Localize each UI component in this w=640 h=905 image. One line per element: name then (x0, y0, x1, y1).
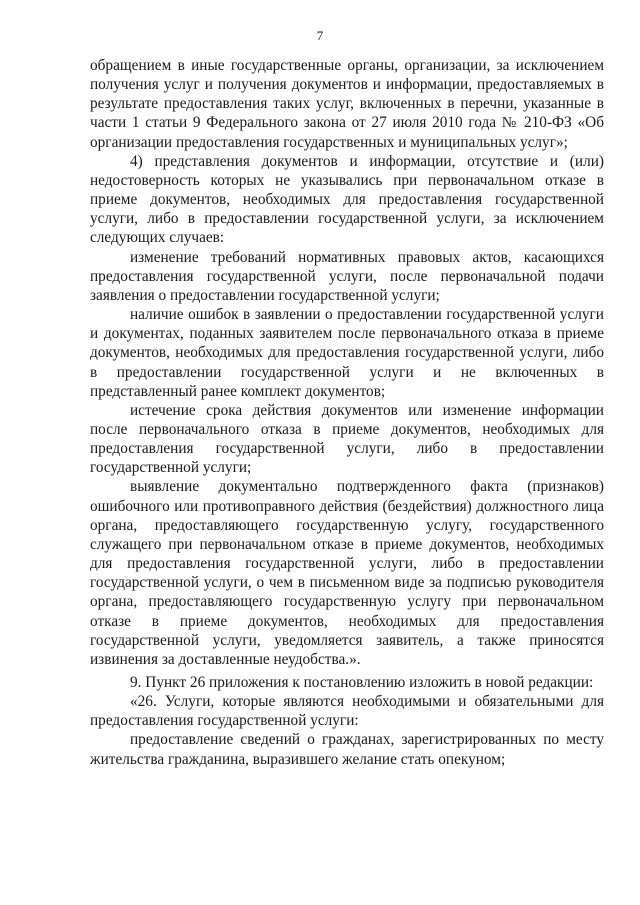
paragraph-1: обращением в иные государственные органы, организации, за исключением получения услуг и получения документов и информации, предоставляемых в результате предоставления таких услуг, включенных в перечни, указанные в части 1 статьи 9 Федерального закона от 27 июля 2010 года № 210-ФЗ «Об организации предоставления государственных и муниципальных услуг»; (90, 57, 604, 151)
paragraph-2: 4) представления документов и информации, отсутствие и (или) недостоверность которых не указывались при первоначальном отказе в приеме документов, необходимых для предоставления государственной услуги, либо в предоставлении государственной услуги, за исключением следующих случаев: (90, 152, 604, 247)
paragraph-9: предоставление сведений о гражданах, зарегистрированных по месту жительства гражданина, выразившего желание стать опекуном; (90, 731, 604, 768)
paragraph-3: изменение требований нормативных правовых актов, касающихся предоставления государственной услуги, после первоначальной подачи заявления о предоставлении государственной услуги; (90, 248, 604, 304)
paragraph-8: «26. Услуги, которые являются необходимыми и обязательными для предоставления государственной услуги: (90, 693, 604, 730)
page-number: 7 (316, 28, 324, 43)
paragraph-7: 9. Пункт 26 приложения к постановлению изложить в новой редакции: (130, 674, 594, 691)
paragraph-6: выявление документально подтвержденного факта (признаков) ошибочного или противоправного действия (бездействия) должностного лица органа, предоставляющего государственную услугу, государственного служащего при первоначальном отказе в приеме документов, необходимых для предоставления государственной услуги, либо в предоставлении государственной услуги, о чем в письменном виде за подписью руководителя органа, предоставляющего государственную услугу при первоначальном отказе в приеме документов, необходимых для предоставления государственной услуги, уведомляется заявитель, а также приносятся извинения за доставленные неудобства.». (90, 478, 604, 668)
paragraph-4: наличие ошибок в заявлении о предоставлении государственной услуги и документах, поданных заявителем после первоначального отказа в приеме документов, необходимых для предоставления государственной услуги, либо в предоставлении государственной услуги и не включенных в представленный ранее комплект документов; (90, 306, 604, 400)
paragraph-5: истечение срока действия документов или изменение информации после первоначального отказа в приеме документов, необходимых для предоставления государственной услуги, либо в предоставлении государственной услуги; (90, 401, 604, 477)
document-body (90, 56, 604, 769)
